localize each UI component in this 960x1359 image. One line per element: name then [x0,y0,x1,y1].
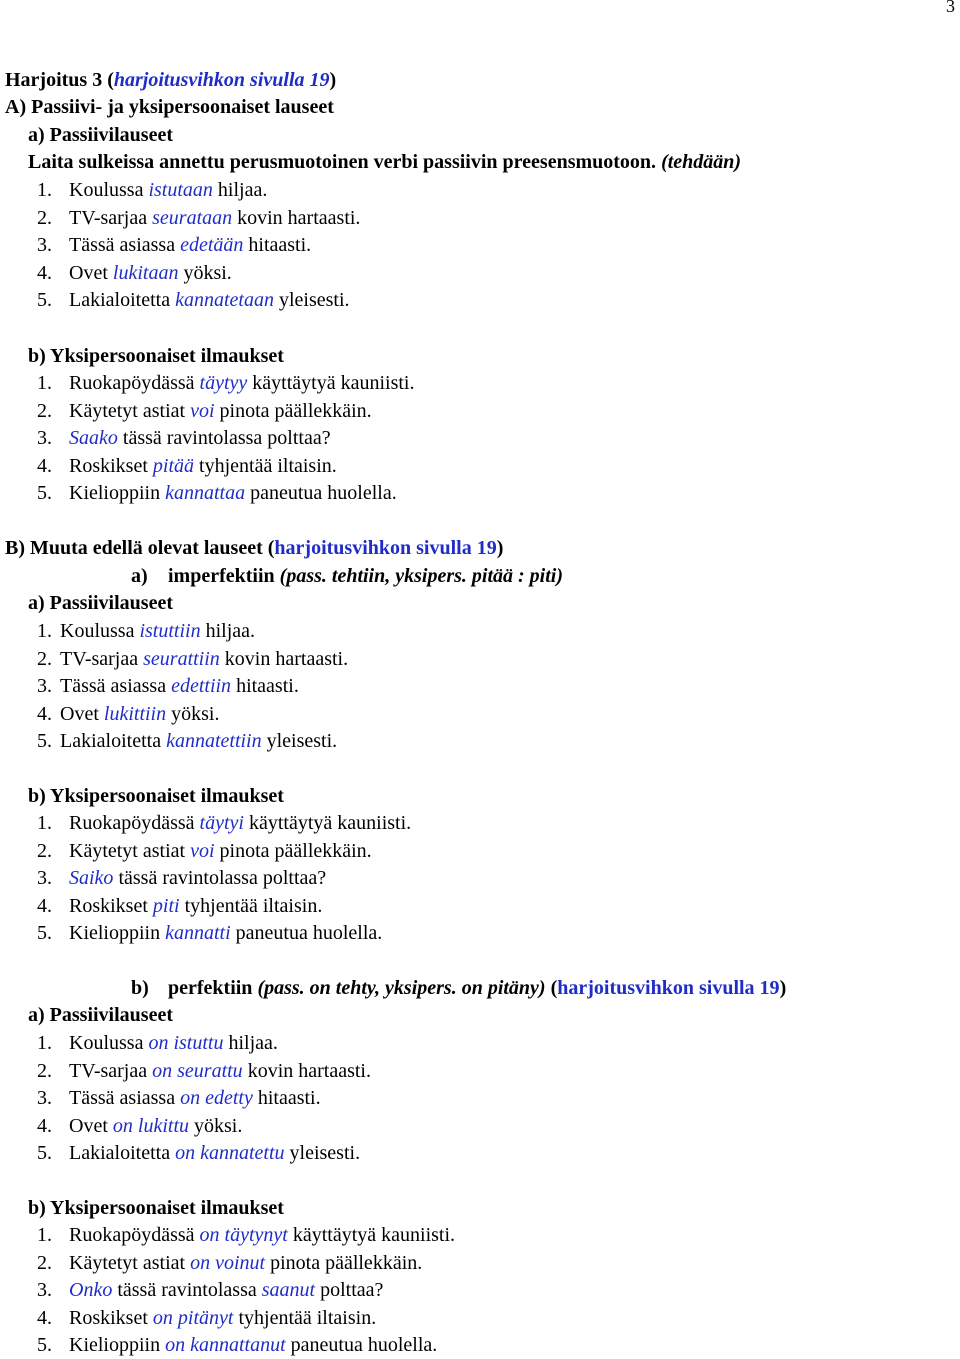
imperfect-heading: a) imperfektiin (pass. tehtiin, yksipers. pitää : piti) [131,565,563,587]
answer-verb: Saiko [69,867,114,889]
item-number: 5. [37,1334,52,1356]
answer-verb: on täytynyt [199,1224,288,1246]
sentence-text: yöksi. [166,702,220,725]
sentence-text: hiljaa. [223,1032,278,1054]
item-number: 4. [37,1306,52,1329]
sentence-text: Roskikset [69,1306,153,1329]
workbook-link[interactable]: harjoitusvihkon sivulla 19 [274,537,497,559]
answer-verb: kannatti [165,922,231,944]
list-item [37,700,219,728]
sentence-text: käyttäytyä kauniisti. [243,812,412,834]
item-number: 1. [37,1224,52,1246]
section-b-heading: B) Muuta edellä olevat lauseet (harjoitusvihkon sivulla 19) [5,537,504,559]
item-number: 3. [37,867,52,889]
answer-verb: kannatettiin [166,730,262,752]
answer-verb: on istuttu [148,1032,224,1054]
list-item [37,286,350,314]
sentence-text: hitaasti. [231,675,299,697]
sentence-text: kovin hartaasti. [242,1059,371,1082]
answer-verb: on lukittu [112,1114,189,1137]
item-number: 2. [37,399,52,422]
sentence-text: Roskikset [69,894,153,917]
sentence-text: Ovet [69,261,113,284]
list-item [37,176,267,204]
answer-verb: on voinut [190,1251,266,1274]
answer-verb: istuttiin [139,620,201,642]
item-number: 3. [37,234,52,256]
item-number: 2. [37,647,52,670]
answer-verb: saanut [261,1279,316,1301]
list-item [37,645,348,673]
item-number: 3. [37,427,52,449]
sentence-text: Roskikset [69,454,153,477]
sentence-text: paneutua huolella. [245,482,397,504]
sentence-text: Kielioppiin [69,1334,166,1356]
sentence-text: tässä ravintolassa polttaa? [113,867,327,889]
impersonal-heading: b) Yksipersoonaiset ilmaukset [28,345,284,367]
sentence-text: yleisesti. [284,1142,361,1164]
passive-heading: a) Passiivilauseet [28,592,173,614]
answer-verb: pitää [152,454,195,477]
sentence-text: Ruokapöydässä [69,812,200,834]
sentence-text: Käytetyt astiat [69,1251,191,1274]
sentence-text: hitaasti. [252,1087,321,1109]
item-number: 4. [37,454,52,477]
item-number: 2. [37,206,52,229]
sentence-text: Käytetyt astiat [69,839,191,862]
answer-verb: lukitaan [112,261,179,284]
page-number: 3 [946,0,955,16]
sentence-text: tässä ravintolassa polttaa? [117,427,331,449]
sentence-text: Tässä asiassa [69,234,181,256]
answer-verb: edettiin [171,675,232,697]
item-number: 5. [37,1142,52,1164]
item-number: 5. [37,922,52,944]
item-number: 1. [37,620,52,642]
list-item [37,231,311,259]
sentence-text: Ruokapöydässä [69,372,200,394]
answer-verb: Saako [69,427,118,449]
sentence-text: kovin hartaasti. [232,206,361,229]
sentence-text: pinota päällekkäin. [214,839,372,862]
list-item [37,1331,437,1359]
passive-heading: a) Passiivilauseet [28,1004,173,1026]
list-item [37,259,232,287]
impersonal-heading: b) Yksipersoonaiset ilmaukset [28,1197,284,1219]
list-item [37,1249,422,1277]
answer-verb: täytyy [199,372,248,394]
answer-verb: voi [190,839,215,862]
answer-verb: istutaan [148,179,213,201]
sentence-text: hitaasti. [243,234,312,256]
item-number: 2. [37,839,52,862]
answer-verb: on seurattu [152,1059,243,1082]
list-item [37,892,322,920]
sentence-text: Koulussa [69,179,149,201]
list-item [37,864,326,892]
sentence-text: Tässä asiassa [69,1087,181,1109]
answer-verb: on pitänyt [152,1306,234,1329]
sentence-text: paneutua huolella. [285,1334,438,1356]
item-number: 1. [37,1032,52,1054]
answer-verb: Onko [69,1279,113,1301]
list-item [37,837,372,865]
list-item [37,369,414,397]
item-number: 3. [37,1087,52,1109]
list-item [37,1304,376,1332]
answer-verb: on kannattanut [165,1334,286,1356]
answer-verb: seurattiin [143,647,220,670]
sentence-text: polttaa? [315,1279,384,1301]
answer-verb: piti [152,894,180,917]
item-number: 5. [37,289,52,311]
item-number: 1. [37,372,52,394]
sentence-text: käyttäytyä kauniisti. [287,1224,456,1246]
item-number: 4. [37,702,52,725]
list-item [37,1221,455,1249]
sentence-text: Lakialoitetta [69,1142,176,1164]
list-item [37,1139,360,1167]
sentence-text: Kielioppiin [69,922,166,944]
sentence-text: pinota päällekkäin. [265,1251,423,1274]
item-number: 3. [37,1279,52,1301]
answer-verb: voi [190,399,215,422]
sentence-text: Ovet [60,702,104,725]
sentence-text: Koulussa [60,620,140,642]
list-item [37,1276,383,1304]
answer-verb: on kannatettu [175,1142,285,1164]
answer-verb: kannatetaan [175,289,274,311]
section-a-heading: A) Passiivi- ja yksipersoonaiset lauseet [5,96,334,118]
answer-verb: on edetty [180,1087,253,1109]
answer-verb: edetään [180,234,244,256]
instruction: Laita sulkeissa annettu perusmuotoinen verbi passiivin preesensmuotoon. (tehdään) [28,151,742,173]
sentence-text: TV-sarjaa [60,647,144,670]
sentence-text: tyhjentää iltaisin. [179,894,323,917]
sentence-text: Ruokapöydässä [69,1224,200,1246]
list-item [37,617,255,645]
list-item [37,479,397,507]
list-item [37,727,337,755]
list-item [37,919,382,947]
sentence-text: yöksi. [189,1114,243,1137]
list-item [37,809,411,837]
sentence-text: TV-sarjaa [69,206,153,229]
sentence-text: tyhjentää iltaisin. [233,1306,377,1329]
perfect-heading: b) perfektiin (pass. on tehty, yksipers. on pitäny) (harjoitusvihkon sivulla 19) [131,977,787,999]
item-number: 1. [37,179,52,201]
item-number: 1. [37,812,52,834]
list-item [37,1112,242,1140]
sentence-text: Ovet [69,1114,113,1137]
list-item [37,452,337,480]
item-number: 5. [37,730,52,752]
workbook-link[interactable]: harjoitusvihkon sivulla 19 [557,977,780,999]
item-number: 5. [37,482,52,504]
sentence-text: tässä ravintolassa [112,1279,262,1301]
list-item [37,204,360,232]
exercise-title: Harjoitus 3 (harjoitusvihkon sivulla 19) [5,69,337,91]
sentence-text: yleisesti. [261,730,338,752]
sentence-text: Lakialoitetta [69,289,176,311]
answer-verb: täytyi [199,812,244,834]
sentence-text: käyttäytyä kauniisti. [247,372,415,394]
list-item [37,672,299,700]
answer-verb: kannattaa [165,482,246,504]
answer-verb: lukittiin [103,702,167,725]
item-number: 4. [37,1114,52,1137]
sentence-text: Koulussa [69,1032,149,1054]
item-number: 2. [37,1059,52,1082]
list-item [37,1029,278,1057]
sentence-text: Käytetyt astiat [69,399,191,422]
item-number: 4. [37,894,52,917]
impersonal-heading: b) Yksipersoonaiset ilmaukset [28,785,284,807]
workbook-link[interactable]: harjoitusvihkon sivulla 19 [113,69,330,91]
item-number: 4. [37,261,52,284]
item-number: 2. [37,1251,52,1274]
sentence-text: hiljaa. [200,620,256,642]
passive-heading: a) Passiivilauseet [28,124,173,146]
sentence-text: Tässä asiassa [60,675,172,697]
list-item [37,1057,371,1085]
sentence-text: hiljaa. [212,179,268,201]
sentence-text: paneutua huolella. [230,922,383,944]
sentence-text: yöksi. [178,261,232,284]
sentence-text: yleisesti. [273,289,350,311]
sentence-text: kovin hartaasti. [219,647,349,670]
sentence-text: tyhjentää iltaisin. [194,454,337,477]
sentence-text: TV-sarjaa [69,1059,153,1082]
answer-verb: seurataan [152,206,233,229]
list-item [37,1084,321,1112]
item-number: 3. [37,675,52,697]
list-item [37,424,331,452]
sentence-text: Lakialoitetta [60,730,167,752]
sentence-text: pinota päällekkäin. [214,399,372,422]
list-item [37,397,372,425]
sentence-text: Kielioppiin [69,482,166,504]
